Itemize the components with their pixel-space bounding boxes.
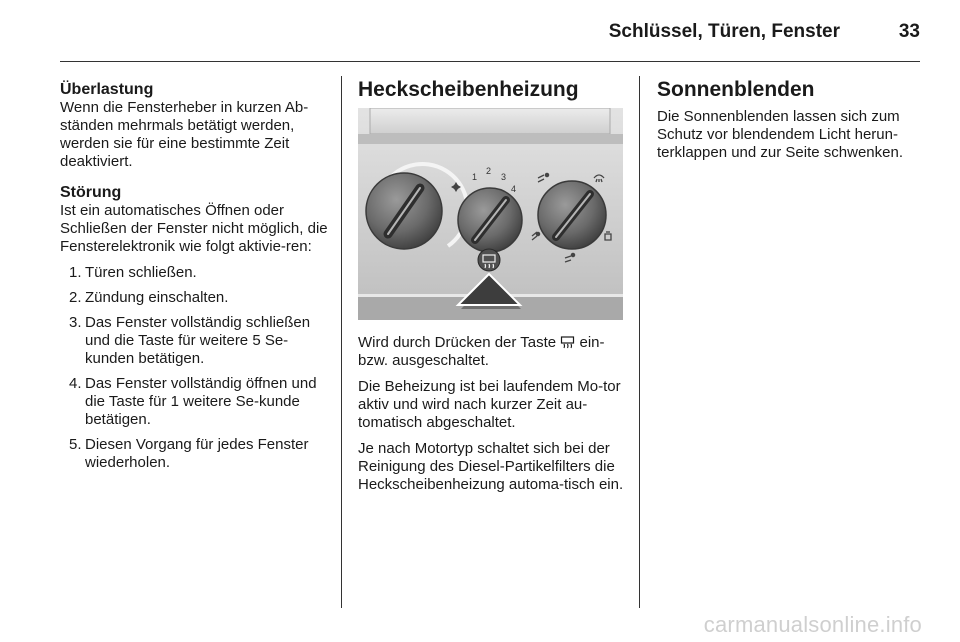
panel-strip [358, 134, 623, 144]
paragraph-engine-running: Die Beheizung ist bei laufendem Mo-tor aktiv und wird nach kurzer Zeit au-tomatisch abgeschaltet. [358, 378, 621, 431]
rear-window-heating-button [478, 249, 500, 271]
column-rear-window-heating [358, 78, 624, 502]
paragraph-sun-visors: Die Sonnenblenden lassen sich zum Schutz vor blendendem Licht herun-terklappen und zur Seite schwenken. [657, 108, 903, 161]
paragraph-button-usage-start: Wird durch Drücken der Taste [358, 334, 557, 351]
paragraph-diesel-filter: Je nach Motortyp schaltet sich bei der Reinigung des Diesel-Partikelfilters die Heckscheibenheizung automa-tisch ein. [358, 440, 624, 493]
step-number: 4. [69, 375, 82, 392]
list-item [60, 436, 328, 472]
step-text: Das Fenster vollständig öffnen und die Taste für 1 weitere Se-kunde betätigen. [85, 375, 317, 428]
step-text: Türen schließen. [85, 264, 197, 281]
paragraph-overload: Wenn die Fensterheber in kurzen Ab-ständen mehrmals betätigt werden, werden sie für eine bestimmte Zeit deaktiviert. [60, 99, 309, 170]
paragraph-button-usage [358, 334, 624, 370]
step-number: 3. [69, 314, 82, 331]
climate-control-illustration [358, 108, 623, 320]
column-divider-right [639, 76, 640, 608]
reset-steps-list [60, 264, 328, 472]
fan-speed-label: 2 [486, 166, 492, 176]
column-divider-left [341, 76, 342, 608]
header-rule [60, 61, 920, 62]
paragraph-button-usage-end: ein-bzw. ausgeschaltet. [358, 334, 605, 369]
heading-fault: Störung [60, 184, 122, 201]
page-number: 33 [898, 21, 920, 42]
heading-rear-window-heating: Heckscheibenheizung [358, 78, 579, 101]
list-item [60, 264, 328, 282]
column-sun-visors [657, 78, 923, 170]
fan-speed-label: 1 [472, 172, 478, 182]
watermark: carmanualsonline.info [703, 612, 922, 637]
list-item [60, 314, 328, 368]
fan-speed-label: 3 [501, 172, 507, 182]
step-number: 1. [69, 264, 82, 281]
step-text: Diesen Vorgang für jedes Fenster wiederholen. [85, 436, 309, 471]
page-header-title: Schlüssel, Türen, Fenster [608, 21, 840, 42]
paragraph-fault: Ist ein automatisches Öffnen oder Schließen der Fenster nicht möglich, die Fensterelektronik wie folgt aktivie-ren: [60, 202, 328, 255]
rear-window-heating-icon [560, 336, 575, 349]
column-window-fault [60, 81, 328, 479]
step-number: 5. [69, 436, 82, 453]
panel-top-slot [370, 108, 610, 134]
list-item [60, 375, 328, 429]
fan-speed-label: 4 [511, 184, 517, 194]
step-text: Das Fenster vollständig schließen und die Taste für weitere 5 Se-kunden betätigen. [85, 314, 311, 367]
step-number: 2. [69, 289, 82, 306]
list-item [60, 289, 328, 307]
heading-sun-visors: Sonnenblenden [657, 78, 815, 101]
heading-overload: Überlastung [60, 81, 154, 98]
step-text: Zündung einschalten. [85, 289, 229, 306]
